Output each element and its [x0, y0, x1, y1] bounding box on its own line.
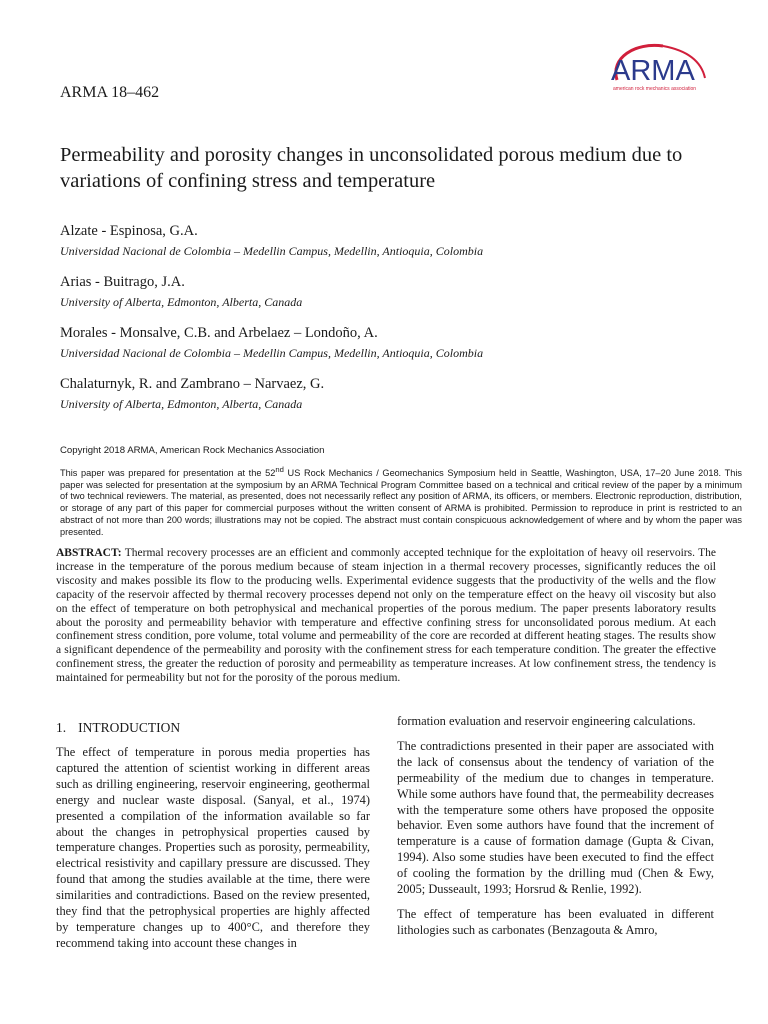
right-column [397, 714, 714, 948]
paper-title: Permeability and porosity changes in unconsolidated porous medium due to variations of confining stress and temperature [60, 144, 683, 192]
author-name: Alzate - Espinosa, G.A. [60, 223, 198, 239]
abstract [56, 547, 716, 686]
intro-paragraph: The effect of temperature has been evaluated in different lithologies such as carbonates (Benzagouta & Amro, [397, 906, 714, 937]
permission-text-rest: US Rock Mechanics / Geomechanics Symposium held in Seattle, Washington, USA, 17–20 June 2018. This paper was selected for presentation at the symposium by an ARMA Technical Program Committee based on a technical and critical review of the paper by a minimum of two technical reviewers. The material, as presented, does not necessarily reflect any position of ARMA, its officers, or members. Electronic reproduction, distribution, or storage of any part of this paper for commercial purposes without the written consent of ARMA is prohibited. Permission to reproduce in print is restricted to an abstract of not more than 200 words; illustrations may not be copied. The abstract must contain conspicuous acknowledgement of where and by whom the paper was presented. [60, 468, 742, 537]
intro-paragraph: The effect of temperature in porous media properties has captured the attention of scientist working in different areas such as drilling engineering, reservoir engineering, geothermal energy and nuclear waste disposal. (Sanyal, et al., 1974) presented a compilation of the information available so far about the changes in petrophysical properties caused by temperature changes. Properties such as porosity, permeability, electrical resistivity and capillary pressure are discussed. They found that among the studies available at the time, there were similarities and contradictions. Based on the review presented, they find that the petrophysical properties are highly affected by temperature changes up to 400°C, and therefore they recommend taking into account these changes in [56, 745, 370, 950]
author-affiliation: Universidad Nacional de Colombia – Medellin Campus, Medellin, Antioquia, Colombia [60, 244, 484, 258]
intro-paragraph: formation evaluation and reservoir engineering calculations. [397, 714, 696, 728]
copyright-notice: Copyright 2018 ARMA, American Rock Mechanics Association [60, 445, 325, 456]
permission-superscript: nd [275, 465, 284, 474]
paper-id: ARMA 18–462 [60, 84, 160, 101]
logo-wordmark: ARMA [611, 55, 695, 87]
logo-tagline: american rock mechanics association [613, 86, 697, 92]
author-name: Chalaturnyk, R. and Zambrano – Narvaez, G. [60, 376, 325, 392]
section-number: 1. [56, 720, 67, 735]
permission-text-start: This paper was prepared for presentation at the 52 [60, 468, 276, 479]
section-heading-introduction [56, 720, 370, 736]
author-affiliation: University of Alberta, Edmonton, Alberta, Canada [60, 397, 303, 411]
author-name: Arias - Buitrago, J.A. [60, 274, 185, 290]
arma-logo [605, 38, 715, 98]
author-list [60, 222, 720, 426]
intro-paragraph: The contradictions presented in their paper are associated with the lack of consensus about the tendency of variation of the permeability of the medium due to changes in temperature. While some authors have found that, the permeability decreases with the temperature some others have proposed the opposite behavior. Even some authors have found that the increment of temperature is a cause of formation damage (Gupta & Civan, 1994). Also some studies have been executed to find the effect of cooling the formation by the drilling mud (Chen & Ewy, 2005; Dusseault, 1993; Horsrud & Renlie, 1992). [397, 738, 714, 897]
abstract-text: Thermal recovery processes are an efficient and commonly accepted technique for the exploitation of heavy oil reservoirs. The increase in the temperature of the porous medium because of steam injection in a thermal recovery processes, significantly reduces the oil viscosity and makes possible its flow to the producing wells. Experimental evidence suggests that the productivity of the wells and the flow capacity of the reservoir affected by thermal recovery processes depend not only on the temperature effect on the heavy oil viscosity but also on the effect of temperature on both petrophysical and mechanical properties of the porous medium. The paper presents laboratory results about the porosity and permeability behavior with temperature and effective confining stress for unconsolidated porous medium. At each confinement stress condition, pore volume, total volume and permeability of the core are recorded at different heating stages. The results show a significant dependence of the permeability and porosity with the confinement stress for each temperature condition. The greater the effective confinement stress, the greater the reduction of porosity and permeability as temperature increases. At low confinement stress, the tendency is maintained for permeability but not for the porosity of the porous medium. [56, 547, 716, 685]
author-name: Morales - Monsalve, C.B. and Arbelaez – Londoño, A. [60, 325, 378, 341]
permission-notice [60, 464, 742, 538]
left-column [56, 720, 370, 961]
abstract-label: ABSTRACT: [56, 547, 122, 559]
author-affiliation: Universidad Nacional de Colombia – Medellin Campus, Medellin, Antioquia, Colombia [60, 346, 484, 360]
author-affiliation: University of Alberta, Edmonton, Alberta, Canada [60, 295, 303, 309]
section-title: INTRODUCTION [78, 720, 181, 735]
